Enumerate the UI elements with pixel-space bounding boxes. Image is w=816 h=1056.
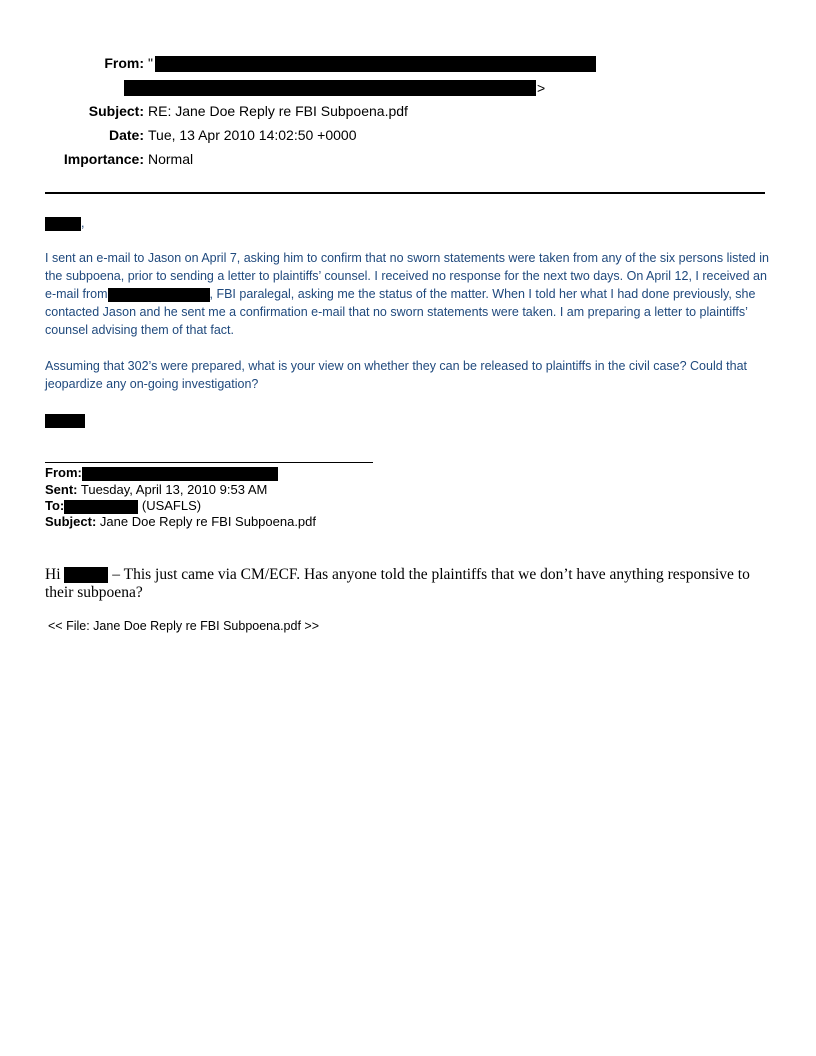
reply-paragraph-2: Assuming that 302’s were prepared, what is your view on whether they can be released to plaintiffs in the civil case? Could that jeopardize any on-going investigation? <box>45 359 748 391</box>
original-subject-line <box>45 514 316 530</box>
original-to-suffix: (USAFLS) <box>141 498 202 513</box>
original-sent-line <box>45 482 267 498</box>
original-subject-label: Subject: <box>45 514 97 529</box>
date-label: Date: <box>108 127 144 143</box>
original-body-text: – This just came via CM/ECF. Has anyone told the plaintiffs that we don’t have anything responsive to their subpoena? <box>45 566 750 601</box>
reply-p1-part2: , FBI paralegal, asking me the status of the matter. When I told her what I had done previously, she contacted Jason and he sent me a confirmation e-mail that no sworn statements were taken. I am preparing a letter to plaintiffs’ counsel advising them of that fact. <box>45 287 756 337</box>
greeting <box>45 214 84 232</box>
original-from-label: From: <box>45 465 82 480</box>
from-suffix: > <box>537 80 546 96</box>
from-prefix: " <box>148 55 153 71</box>
redaction-block <box>82 467 278 481</box>
redaction-block <box>45 217 81 231</box>
subject-label: Subject: <box>88 103 144 119</box>
attachment-link[interactable]: << File: Jane Doe Reply re FBI Subpoena.pdf >> <box>48 619 320 633</box>
reply-paragraph-1 <box>45 249 770 339</box>
redaction-block <box>124 80 536 96</box>
header-divider <box>45 192 765 194</box>
importance-label: Importance: <box>63 151 144 167</box>
redaction-block <box>155 56 596 72</box>
from-value <box>148 55 153 71</box>
importance-value: Normal <box>148 151 194 167</box>
from-label: From: <box>104 55 144 71</box>
subject-value: RE: Jane Doe Reply re FBI Subpoena.pdf <box>148 103 408 119</box>
greeting-comma: , <box>81 216 85 230</box>
redaction-block <box>64 567 108 583</box>
original-to-line <box>45 498 201 514</box>
original-from-line <box>45 465 278 481</box>
original-sent-value: Tuesday, April 13, 2010 9:53 AM <box>80 482 268 497</box>
redaction-block <box>108 288 210 302</box>
original-sent-label: Sent: <box>45 482 78 497</box>
original-to-label: To: <box>45 498 65 513</box>
signature-redaction <box>45 414 85 428</box>
original-subject-value: Jane Doe Reply re FBI Subpoena.pdf <box>99 514 317 529</box>
original-body <box>45 566 775 602</box>
reply-p1-part1: I sent an e-mail to Jason on April 7, asking him to confirm that no sworn statements were taken from any of the six persons listed in the subpoena, prior to sending a letter to plaintiffs’ counsel. I received no response for the next two days. On April 12, I received an e-mail from <box>45 251 769 301</box>
original-message-separator <box>45 462 373 463</box>
redaction-block <box>64 500 138 514</box>
original-body-hi: Hi <box>45 566 61 583</box>
date-value: Tue, 13 Apr 2010 14:02:50 +0000 <box>148 127 357 143</box>
